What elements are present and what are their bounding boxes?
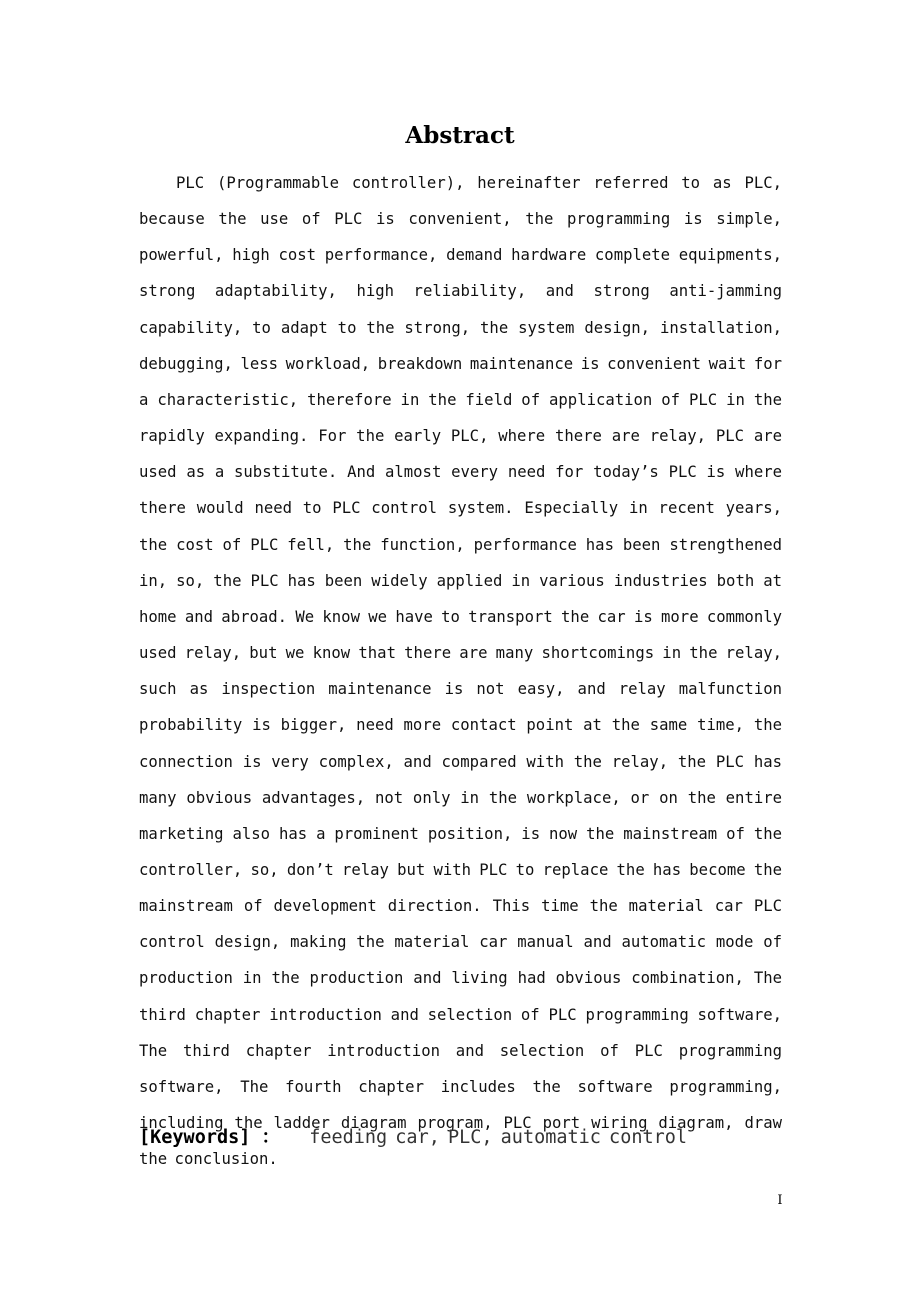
abstract-body: PLC (Programmable controller), hereinafter referred to as PLC, because the use of PLC is convenient, the programming is simple, powerful, high cost performance, demand hardware complete equipments, strong adaptability, high reliability, and strong anti-jamming capability, to adapt to the strong, the system design, installation, debugging, less workload, breakdown maintenance is convenient wait for a characteristic, therefore in the field of application of PLC in the rapidly expanding. For the early PLC, where there are relay, PLC are used as a substitute. And almost every need for today’s PLC is where there would need to PLC control system. Especially in recent years, the cost of PLC fell, the function, performance has been strengthened in, so, the PLC has been widely applied in various industries both at home and abroad. We know we have to transport the car is more commonly used relay, but we know that there are many shortcomings in the relay, such as inspection maintenance is not easy, and relay malfunction probability is bigger, need more contact point at the same time, the connection is very complex, and compared with the relay, the PLC has many obvious advantages, not only in the workplace, or on the entire marketing also has a prominent position, is now the mainstream of the controller, so, don’t relay but with PLC to replace the has become the mainstream of development direction. This time the material car PLC control design, making the material car manual and automatic mode of production in the production and living had obvious combination, The third chapter introduction and selection of PLC programming software, The third chapter introduction and selection of PLC programming software, The fourth chapter includes the software programming, including the ladder diagram program, PLC port wiring diagram, draw the conclusion.: [139, 174, 782, 1169]
keywords-value: feeding car, PLC, automatic control: [309, 1127, 688, 1148]
keywords-line: [139, 1123, 819, 1153]
abstract-title: Abstract: [405, 122, 515, 149]
page-number: I: [777, 1193, 783, 1208]
keywords-label: [Keywords]: [139, 1127, 251, 1148]
keywords-separator: ：: [261, 1127, 281, 1148]
